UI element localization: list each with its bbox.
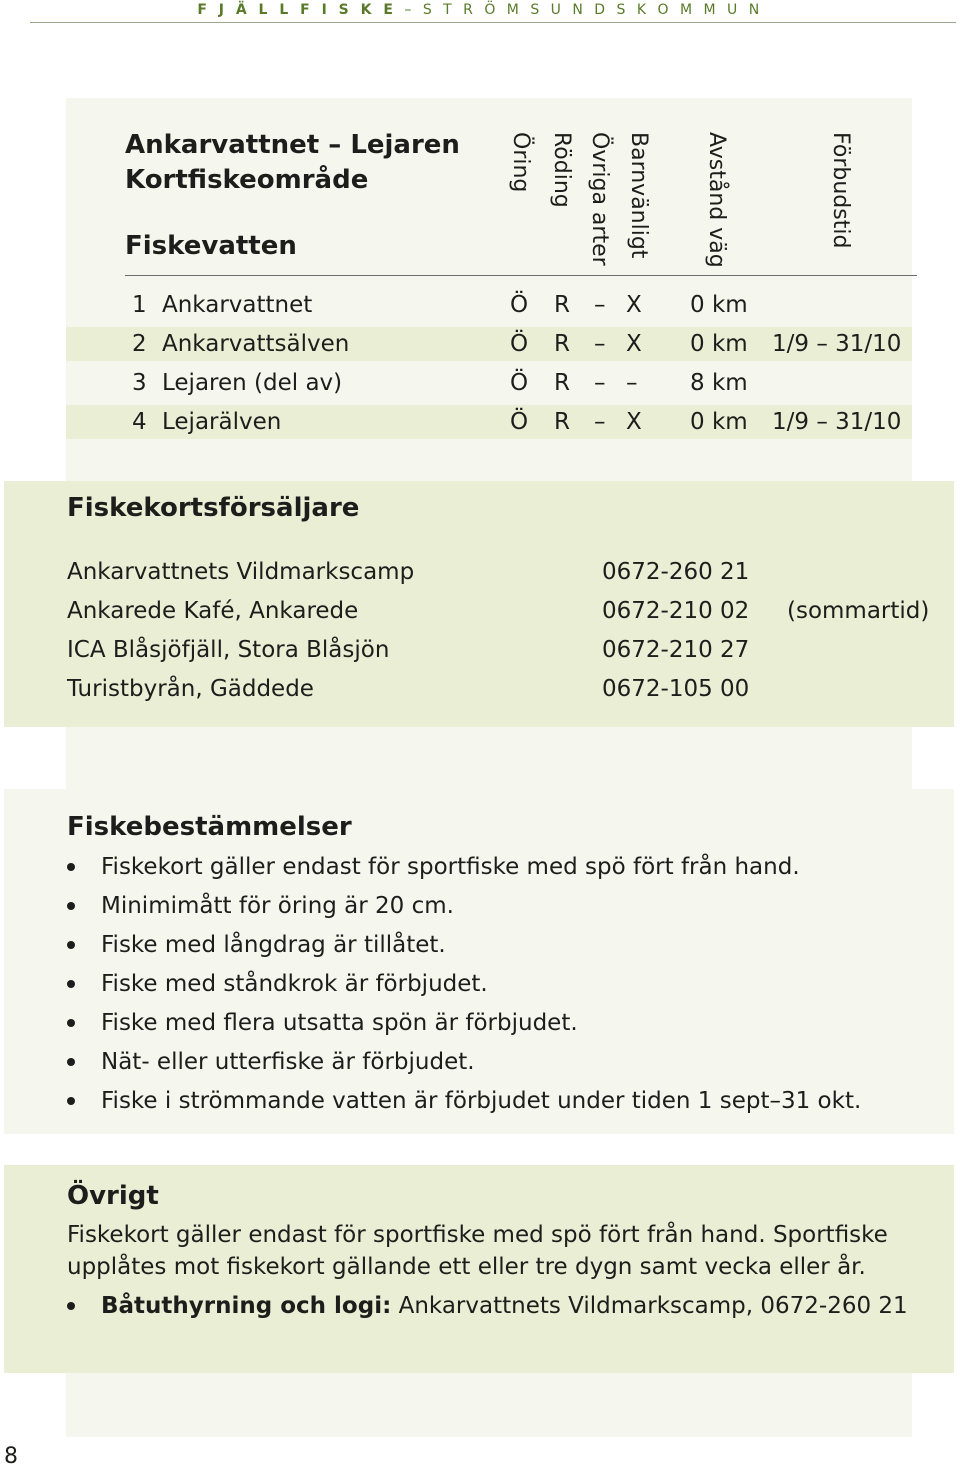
header-rule [30, 22, 956, 23]
bullet-icon [67, 980, 75, 988]
bullet-icon [67, 1019, 75, 1027]
col-head-barn: Barnvänligt [626, 132, 651, 259]
rules-title: Fiskebestämmelser [67, 812, 352, 842]
rule-text: Minimimått för öring är 20 cm. [101, 893, 454, 919]
water-name: Ankarvattsälven [162, 331, 350, 357]
rule-text: Fiske med långdrag är tillåtet. [101, 932, 446, 958]
page-number: 8 [4, 1444, 18, 1469]
seller-phone: 0672-210 02 [602, 598, 750, 624]
other-bullet-text: Ankarvattnets Vildmarkscamp, 0672-260 21 [398, 1293, 908, 1319]
col-head-oring: Öring [508, 132, 533, 193]
area-title-line1: Ankarvattnet – Lejaren [125, 130, 460, 160]
water-name: Lejaren (del av) [162, 370, 343, 396]
bullet-icon [67, 1058, 75, 1066]
water-num: 1 [132, 292, 147, 318]
water-row-4 [66, 405, 912, 439]
col-head-ovriga: Övriga arter [587, 132, 612, 266]
water-roding: R [554, 370, 570, 396]
water-num: 3 [132, 370, 147, 396]
municipality-name: S T R Ö M S U N D S K O M M U N [422, 2, 763, 18]
brand-name: F J Ä L L F I S K E [197, 2, 397, 18]
table-header-rule [125, 275, 917, 276]
col-head-forbud: Förbudstid [828, 132, 853, 249]
water-forbud: 1/9 – 31/10 [772, 409, 902, 435]
other-title: Övrigt [67, 1181, 159, 1211]
other-line1: Fiskekort gäller endast för sportfiske med spö fört från hand. Sportfiske [67, 1222, 888, 1248]
water-barn: – [626, 370, 638, 396]
seller-note: (sommartid) [787, 598, 930, 624]
area-title [125, 128, 460, 198]
water-num: 4 [132, 409, 147, 435]
water-forbud: 1/9 – 31/10 [772, 331, 902, 357]
waters-subtitle: Fiskevatten [125, 231, 297, 261]
water-ovriga: – [594, 409, 606, 435]
seller-row [67, 632, 937, 668]
water-row-1 [66, 288, 912, 322]
bullet-icon [67, 902, 75, 910]
water-roding: R [554, 292, 570, 318]
water-row-2 [66, 327, 912, 361]
water-oring: Ö [510, 409, 529, 435]
bullet-icon [67, 863, 75, 871]
water-ovriga: – [594, 331, 606, 357]
area-title-line2: Kortfiskeområde [125, 165, 369, 195]
water-avstand: 8 km [690, 370, 748, 396]
seller-row [67, 554, 937, 590]
water-avstand: 0 km [690, 409, 748, 435]
page-header [0, 0, 960, 24]
sellers-title: Fiskekortsförsäljare [67, 493, 360, 523]
rule-text: Fiskekort gäller endast för sportfiske med spö fört från hand. [101, 854, 800, 880]
water-name: Lejarälven [162, 409, 282, 435]
bullet-icon [67, 941, 75, 949]
spacer-panel-1 [66, 727, 912, 789]
water-oring: Ö [510, 370, 529, 396]
rule-text: Fiske med flera utsatta spön är förbjudet. [101, 1010, 578, 1036]
other-paragraph [67, 1219, 927, 1283]
header-separator: – [404, 2, 415, 18]
seller-phone: 0672-105 00 [602, 676, 750, 702]
seller-phone: 0672-210 27 [602, 637, 750, 663]
water-oring: Ö [510, 292, 529, 318]
seller-name: Turistbyrån, Gäddede [67, 676, 314, 702]
bullet-icon [67, 1097, 75, 1105]
other-line2: upplåtes mot fiskekort gällande ett eller tre dygn samt vecka eller år. [67, 1254, 866, 1280]
running-head [0, 2, 960, 18]
water-ovriga: – [594, 370, 606, 396]
other-bullet [101, 1288, 908, 1324]
other-bullet-label: Båtuthyrning och logi: [101, 1293, 392, 1319]
seller-name: Ankarvattnets Vildmarkscamp [67, 559, 415, 585]
seller-row [67, 671, 937, 707]
water-row-3 [66, 366, 912, 400]
water-num: 2 [132, 331, 147, 357]
col-head-roding: Röding [549, 132, 574, 208]
rule-text: Nät- eller utterfiske är förbjudet. [101, 1049, 475, 1075]
seller-phone: 0672-260 21 [602, 559, 750, 585]
water-barn: X [626, 292, 642, 318]
water-ovriga: – [594, 292, 606, 318]
seller-name: ICA Blåsjöfjäll, Stora Blåsjön [67, 637, 390, 663]
water-barn: X [626, 409, 642, 435]
water-barn: X [626, 331, 642, 357]
bullet-icon [67, 1302, 75, 1310]
water-oring: Ö [510, 331, 529, 357]
seller-row [67, 593, 937, 629]
water-roding: R [554, 409, 570, 435]
water-avstand: 0 km [690, 292, 748, 318]
rule-text: Fiske i strömmande vatten är förbjudet under tiden 1 sept–31 okt. [101, 1088, 862, 1114]
water-avstand: 0 km [690, 331, 748, 357]
col-head-avstand: Avstånd väg [704, 132, 729, 268]
rule-text: Fiske med ståndkrok är förbjudet. [101, 971, 488, 997]
spacer-panel-2 [66, 1373, 912, 1437]
water-roding: R [554, 331, 570, 357]
water-name: Ankarvattnet [162, 292, 313, 318]
seller-name: Ankarede Kafé, Ankarede [67, 598, 359, 624]
